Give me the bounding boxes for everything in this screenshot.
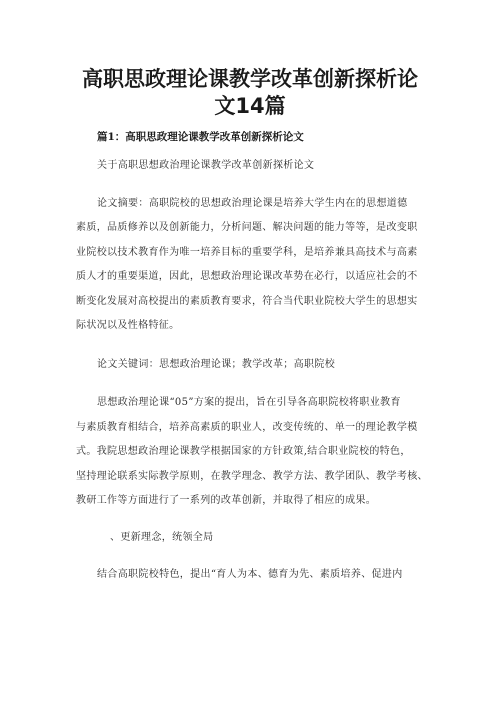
paragraph-line: 业院校以技术教育作为唯一培养目标的重要学科，是培养兼具高技术与高素 bbox=[76, 247, 418, 258]
keywords-line: 论文关键词：思想政治理论课；教学改革；高职院校 bbox=[97, 359, 336, 370]
paragraph-line: 坚持理论联系实际教学原则，在教学理念、教学方法、教学团队、教学考核、 bbox=[76, 471, 428, 482]
article-subtitle: 关于高职思想政治理论课教学改革创新探析论文 bbox=[97, 160, 315, 171]
sub-heading: 、更新理念，统领全局 bbox=[110, 532, 214, 543]
document-title-line-1: 高职思政理论课教学改革创新探析论 bbox=[82, 67, 418, 91]
paragraph-line: 论文摘要：高职院校的思想政治理论课是培养大学生内在的思想道德 bbox=[97, 198, 408, 209]
document-title-line-2: 文14篇 bbox=[214, 94, 286, 118]
paragraph-line: 与素质教育相结合，培养高素质的职业人，改变传统的、单一的理论教学模 bbox=[76, 422, 418, 433]
paragraph-line: 式。我院思想政治理论课教学根据国家的方针政策,结合职业院校的特色， bbox=[76, 446, 411, 457]
paragraph-line: 思想政治理论课“05”方案的提出，旨在引导各高职院校将职业教育 bbox=[97, 397, 401, 408]
paragraph-line: 结合高职院校特色，提出“育人为本、德育为先、素质培养、促进内 bbox=[97, 569, 403, 580]
paragraph-line: 素质，品质修养以及创新能力，分析问题、解决问题的能力等等，是改变职 bbox=[76, 222, 418, 233]
section-heading: 篇1：高职思政理论课教学改革创新探析论文 bbox=[97, 131, 304, 143]
paragraph-line: 质人才的重要渠道，因此，思想政治理论课改革势在必行，以适应社会的不 bbox=[76, 271, 418, 282]
paragraph-line: 教研工作等方面进行了一系列的改革创新，并取得了相应的成果。 bbox=[76, 495, 377, 506]
paragraph-line: 断变化发展对高校提出的素质教育要求，符合当代职业院校大学生的思想实 bbox=[76, 296, 418, 307]
paragraph-line: 际状况以及性格特征。 bbox=[76, 320, 180, 331]
